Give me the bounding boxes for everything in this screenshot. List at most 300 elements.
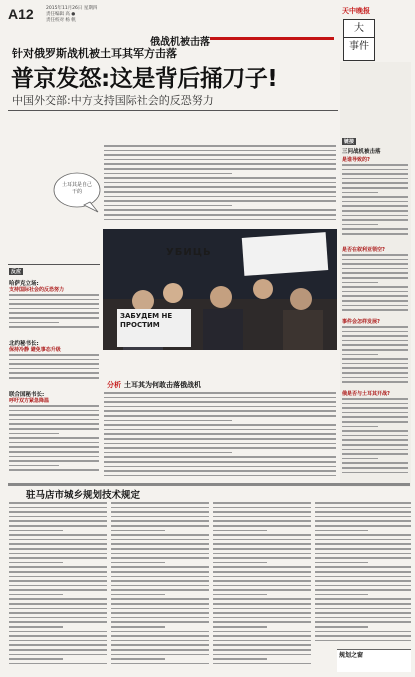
text-line — [9, 372, 99, 374]
text-line — [342, 263, 408, 265]
text-line — [9, 640, 107, 642]
text-line — [213, 635, 311, 637]
text-line — [111, 534, 209, 536]
text-line — [104, 429, 336, 431]
left-h2b: 保持冷静 避免事态升级 — [9, 347, 61, 353]
text-line — [9, 456, 99, 458]
text-line — [315, 580, 411, 582]
left-h1: 哈萨克立场: — [9, 281, 39, 287]
text-line — [111, 507, 209, 509]
text-line — [9, 603, 107, 605]
text-line — [9, 576, 107, 578]
text-line — [342, 340, 408, 342]
text-line — [315, 635, 411, 637]
right-text-3 — [342, 326, 408, 386]
text-line — [213, 576, 311, 578]
text-line — [213, 603, 311, 605]
right-col-tag: 链接 — [344, 139, 355, 145]
text-line — [315, 520, 411, 522]
text-line — [111, 530, 165, 532]
text-line — [104, 452, 232, 454]
text-line — [342, 412, 408, 414]
text-line — [213, 585, 311, 587]
text-line — [342, 453, 408, 455]
text-line — [111, 520, 209, 522]
text-line — [9, 511, 107, 513]
text-line — [213, 640, 311, 642]
text-line — [342, 381, 408, 383]
text-line — [104, 475, 336, 477]
left-text-3 — [9, 405, 99, 475]
text-line — [9, 322, 59, 324]
bottom-section-rule — [8, 483, 410, 486]
intro-text — [104, 145, 336, 225]
text-line — [342, 444, 408, 446]
text-line — [9, 368, 99, 370]
text-line — [213, 530, 267, 532]
text-line — [9, 557, 107, 559]
text-line — [104, 447, 336, 449]
text-line — [9, 663, 107, 665]
text-line — [213, 502, 311, 504]
left-text-1 — [9, 294, 99, 334]
text-line — [9, 585, 107, 587]
text-line — [104, 163, 336, 165]
date-info — [46, 6, 116, 24]
text-line — [111, 511, 209, 513]
text-line — [9, 539, 107, 541]
text-line — [315, 626, 368, 628]
text-line — [9, 354, 99, 356]
text-line — [342, 426, 378, 428]
text-line — [213, 631, 311, 633]
text-line — [104, 420, 232, 422]
text-line — [9, 571, 107, 573]
text-line — [9, 294, 99, 296]
text-line — [342, 421, 408, 423]
text-line — [315, 507, 411, 509]
text-line — [9, 469, 99, 471]
text-line — [342, 335, 408, 337]
text-line — [315, 557, 411, 559]
text-line — [213, 612, 311, 614]
text-line — [111, 617, 209, 619]
text-line — [9, 580, 107, 582]
text-line — [315, 603, 411, 605]
text-line — [9, 635, 107, 637]
text-line — [9, 543, 107, 545]
text-line — [104, 200, 336, 202]
text-line — [213, 658, 267, 660]
text-line — [104, 168, 336, 170]
text-line — [342, 282, 378, 284]
text-line — [111, 640, 209, 642]
text-line — [315, 571, 411, 573]
text-line — [111, 525, 209, 527]
text-line — [104, 443, 336, 445]
text-line — [342, 173, 408, 175]
text-line — [9, 377, 99, 379]
text-line — [111, 576, 209, 578]
text-line — [9, 423, 99, 425]
text-line — [104, 159, 336, 161]
text-line — [315, 589, 411, 591]
text-line — [9, 317, 99, 319]
text-line — [111, 553, 209, 555]
text-line — [104, 410, 336, 412]
text-line — [315, 534, 411, 536]
text-line — [104, 433, 336, 435]
text-line — [315, 502, 411, 504]
text-line — [342, 286, 408, 288]
divider — [8, 110, 338, 111]
text-line — [9, 507, 107, 509]
text-line — [213, 562, 267, 564]
kicker: 针对俄罗斯战机被土耳其军方击落 — [12, 47, 177, 60]
text-line — [9, 525, 107, 527]
text-line — [342, 210, 408, 212]
text-line — [342, 291, 408, 293]
footer-label: 规划之窗 — [339, 652, 364, 659]
text-line — [111, 612, 209, 614]
text-line — [342, 377, 408, 379]
text-line — [104, 214, 336, 216]
text-line — [9, 649, 107, 651]
text-line — [342, 416, 408, 418]
text-line — [9, 534, 107, 536]
text-line — [111, 580, 209, 582]
text-line — [342, 254, 408, 256]
text-line — [315, 516, 411, 518]
text-line — [213, 507, 311, 509]
text-line — [9, 594, 63, 596]
text-line — [9, 405, 99, 407]
right-text-4 — [342, 398, 408, 478]
text-line — [9, 553, 107, 555]
analysis-label: 分析 — [107, 381, 121, 389]
text-line — [111, 585, 209, 587]
text-line — [9, 644, 107, 646]
text-line — [111, 562, 165, 564]
bottom-col-4 — [315, 502, 411, 646]
text-line — [315, 612, 411, 614]
text-line — [213, 594, 267, 596]
text-line — [9, 520, 107, 522]
text-line — [315, 621, 411, 623]
text-line — [315, 562, 368, 564]
text-line — [9, 308, 99, 310]
text-line — [342, 201, 408, 203]
left-col-tag: 反应 — [11, 269, 22, 275]
right-q3: 事件会怎样发展? — [342, 319, 380, 325]
text-line — [111, 626, 165, 628]
text-line — [111, 594, 165, 596]
text-line — [315, 640, 411, 642]
text-line — [104, 196, 336, 198]
text-line — [111, 566, 209, 568]
text-line — [342, 467, 408, 469]
text-line — [9, 626, 63, 628]
text-line — [9, 631, 107, 633]
text-line — [9, 451, 99, 453]
text-line — [213, 516, 311, 518]
event-bar — [210, 37, 334, 40]
text-line — [9, 419, 99, 421]
text-line — [213, 621, 311, 623]
left-h2: 北约秘书长: — [9, 341, 39, 347]
text-line — [342, 305, 408, 307]
event-tag: 俄战机被击落 — [150, 37, 210, 48]
text-line — [342, 277, 408, 279]
text-line — [9, 621, 107, 623]
text-line — [342, 331, 408, 333]
text-line — [9, 446, 99, 448]
text-line — [9, 617, 107, 619]
text-line — [315, 511, 411, 513]
text-line — [342, 215, 408, 217]
text-line — [315, 548, 411, 550]
text-line — [213, 644, 311, 646]
text-line — [342, 354, 378, 356]
left-col-rule — [8, 264, 100, 265]
text-line — [9, 562, 63, 564]
text-line — [9, 516, 107, 518]
text-line — [342, 169, 408, 171]
text-line — [111, 631, 209, 633]
text-line — [213, 580, 311, 582]
text-line — [104, 415, 336, 417]
text-line — [9, 414, 99, 416]
text-line — [9, 465, 59, 467]
right-q2: 是否在叙利亚领空? — [342, 247, 385, 253]
text-line — [342, 192, 378, 194]
analysis-title: 土耳其为何敢击落俄战机 — [124, 381, 201, 389]
text-line — [9, 442, 99, 444]
subhead: 中国外交部:中方支持国际社会的反恐努力 — [12, 94, 214, 107]
brand-logo: 天中晚报 — [342, 6, 370, 15]
text-line — [9, 433, 59, 435]
text-line — [342, 435, 408, 437]
text-line — [342, 449, 408, 451]
text-line — [111, 635, 209, 637]
text-line — [342, 233, 408, 235]
text-line — [342, 430, 408, 432]
text-line — [104, 209, 336, 211]
text-line — [104, 424, 336, 426]
text-line — [104, 438, 336, 440]
text-line — [104, 154, 336, 156]
text-line — [342, 182, 408, 184]
text-line — [213, 649, 311, 651]
text-line — [111, 621, 209, 623]
right-text-2 — [342, 254, 408, 314]
left-h3: 联合国秘书长: — [9, 392, 45, 398]
analysis-text — [104, 392, 336, 480]
text-line — [104, 406, 336, 408]
text-line — [342, 272, 408, 274]
text-line — [342, 268, 408, 270]
protest-photo — [103, 229, 337, 350]
text-line — [342, 196, 408, 198]
text-line — [111, 658, 165, 660]
proofreader-line: 责任校对 杨 帆 — [46, 18, 76, 23]
headline: 普京发怒:这是背后捅刀子! — [11, 66, 278, 92]
text-line — [104, 392, 336, 394]
text-line — [213, 589, 311, 591]
bottom-col-1 — [9, 502, 107, 670]
text-line — [111, 516, 209, 518]
text-line — [342, 398, 408, 400]
text-line — [9, 530, 63, 532]
text-line — [104, 219, 336, 221]
text-line — [342, 363, 408, 365]
text-line — [315, 566, 411, 568]
text-line — [111, 571, 209, 573]
text-line — [9, 437, 99, 439]
text-line — [213, 553, 311, 555]
right-q1: 三问战机被击落 — [342, 149, 381, 155]
text-line — [315, 543, 411, 545]
text-line — [104, 470, 336, 472]
text-line — [9, 326, 99, 328]
text-line — [213, 663, 311, 665]
text-line — [315, 525, 411, 527]
text-line — [9, 460, 99, 462]
left-h3b: 呼吁双方紧急降温 — [9, 398, 50, 404]
protest-sign-left: ЗАБУДЕМ НЕ ПРОСТИМ — [120, 312, 173, 329]
text-line — [9, 502, 107, 504]
text-line — [9, 299, 99, 301]
text-line — [315, 598, 411, 600]
bottom-headline: 驻马店市城乡规划技术规定 — [26, 490, 141, 501]
text-line — [342, 344, 408, 346]
text-line — [111, 598, 209, 600]
text-line — [104, 401, 336, 403]
text-line — [111, 539, 209, 541]
text-line — [9, 612, 107, 614]
text-line — [342, 358, 408, 360]
right-q4: 俄是否与土耳其开战? — [342, 391, 390, 397]
text-line — [342, 309, 408, 311]
text-line — [213, 566, 311, 568]
text-line — [342, 228, 408, 230]
text-line — [213, 543, 311, 545]
text-line — [104, 205, 232, 207]
text-line — [104, 145, 336, 147]
text-line — [213, 598, 311, 600]
text-line — [213, 548, 311, 550]
text-line — [213, 539, 311, 541]
text-line — [213, 520, 311, 522]
text-line — [9, 312, 99, 314]
text-line — [342, 224, 378, 226]
text-line — [111, 608, 209, 610]
text-line — [342, 403, 408, 405]
text-line — [111, 654, 209, 656]
left-h1b: 支持国际社会的反恐努力 — [9, 287, 65, 293]
text-line — [104, 466, 336, 468]
text-line — [111, 644, 209, 646]
text-line — [342, 219, 408, 221]
text-line — [9, 608, 107, 610]
bottom-col-3 — [213, 502, 311, 670]
text-line — [342, 462, 408, 464]
text-line — [9, 598, 107, 600]
text-line — [342, 458, 378, 460]
text-line — [315, 617, 411, 619]
protest-sign-right: УБИЦЬ — [166, 247, 212, 258]
section-badge — [343, 19, 375, 61]
text-line — [342, 187, 408, 189]
text-line — [342, 205, 408, 207]
text-line — [111, 543, 209, 545]
text-line — [111, 649, 209, 651]
page-number: A12 — [8, 6, 34, 22]
text-line — [342, 349, 408, 351]
text-line — [342, 472, 408, 474]
text-line — [9, 658, 63, 660]
date-line: 2015年11月26日 星期四 — [46, 6, 98, 11]
text-line — [111, 603, 209, 605]
text-line — [315, 576, 411, 578]
text-line — [213, 626, 267, 628]
text-line — [213, 617, 311, 619]
text-line — [213, 534, 311, 536]
text-line — [9, 410, 99, 412]
text-line — [342, 259, 408, 261]
text-line — [342, 372, 408, 374]
text-line — [213, 557, 311, 559]
text-line — [111, 548, 209, 550]
text-line — [9, 654, 107, 656]
text-line — [213, 608, 311, 610]
text-line — [213, 511, 311, 513]
text-line — [111, 663, 209, 665]
text-line — [342, 164, 408, 166]
text-line — [9, 589, 107, 591]
text-line — [9, 428, 99, 430]
text-line — [104, 173, 232, 175]
left-text-2 — [9, 354, 99, 384]
text-line — [342, 439, 408, 441]
editor-line: 责任编辑 高 ● — [46, 12, 76, 17]
text-line — [9, 548, 107, 550]
text-line — [104, 456, 336, 458]
text-line — [315, 608, 411, 610]
text-line — [315, 585, 411, 587]
text-line — [342, 407, 408, 409]
speech-bubble-text: 土耳其是自己干的 — [61, 182, 92, 195]
right-q1b: 是谁导致的? — [342, 157, 370, 163]
section-label-2: 事件 — [344, 37, 374, 55]
right-text-1 — [342, 164, 408, 242]
text-line — [111, 557, 209, 559]
text-line — [111, 589, 209, 591]
text-line — [315, 530, 368, 532]
text-line — [213, 654, 311, 656]
text-line — [104, 182, 336, 184]
text-line — [104, 191, 336, 193]
text-line — [104, 461, 336, 463]
section-label-1: 大 — [354, 23, 364, 34]
text-line — [342, 326, 408, 328]
text-line — [111, 502, 209, 504]
text-line — [213, 525, 311, 527]
bottom-col-2 — [111, 502, 209, 670]
text-line — [9, 566, 107, 568]
text-line — [342, 295, 408, 297]
text-line — [104, 397, 336, 399]
